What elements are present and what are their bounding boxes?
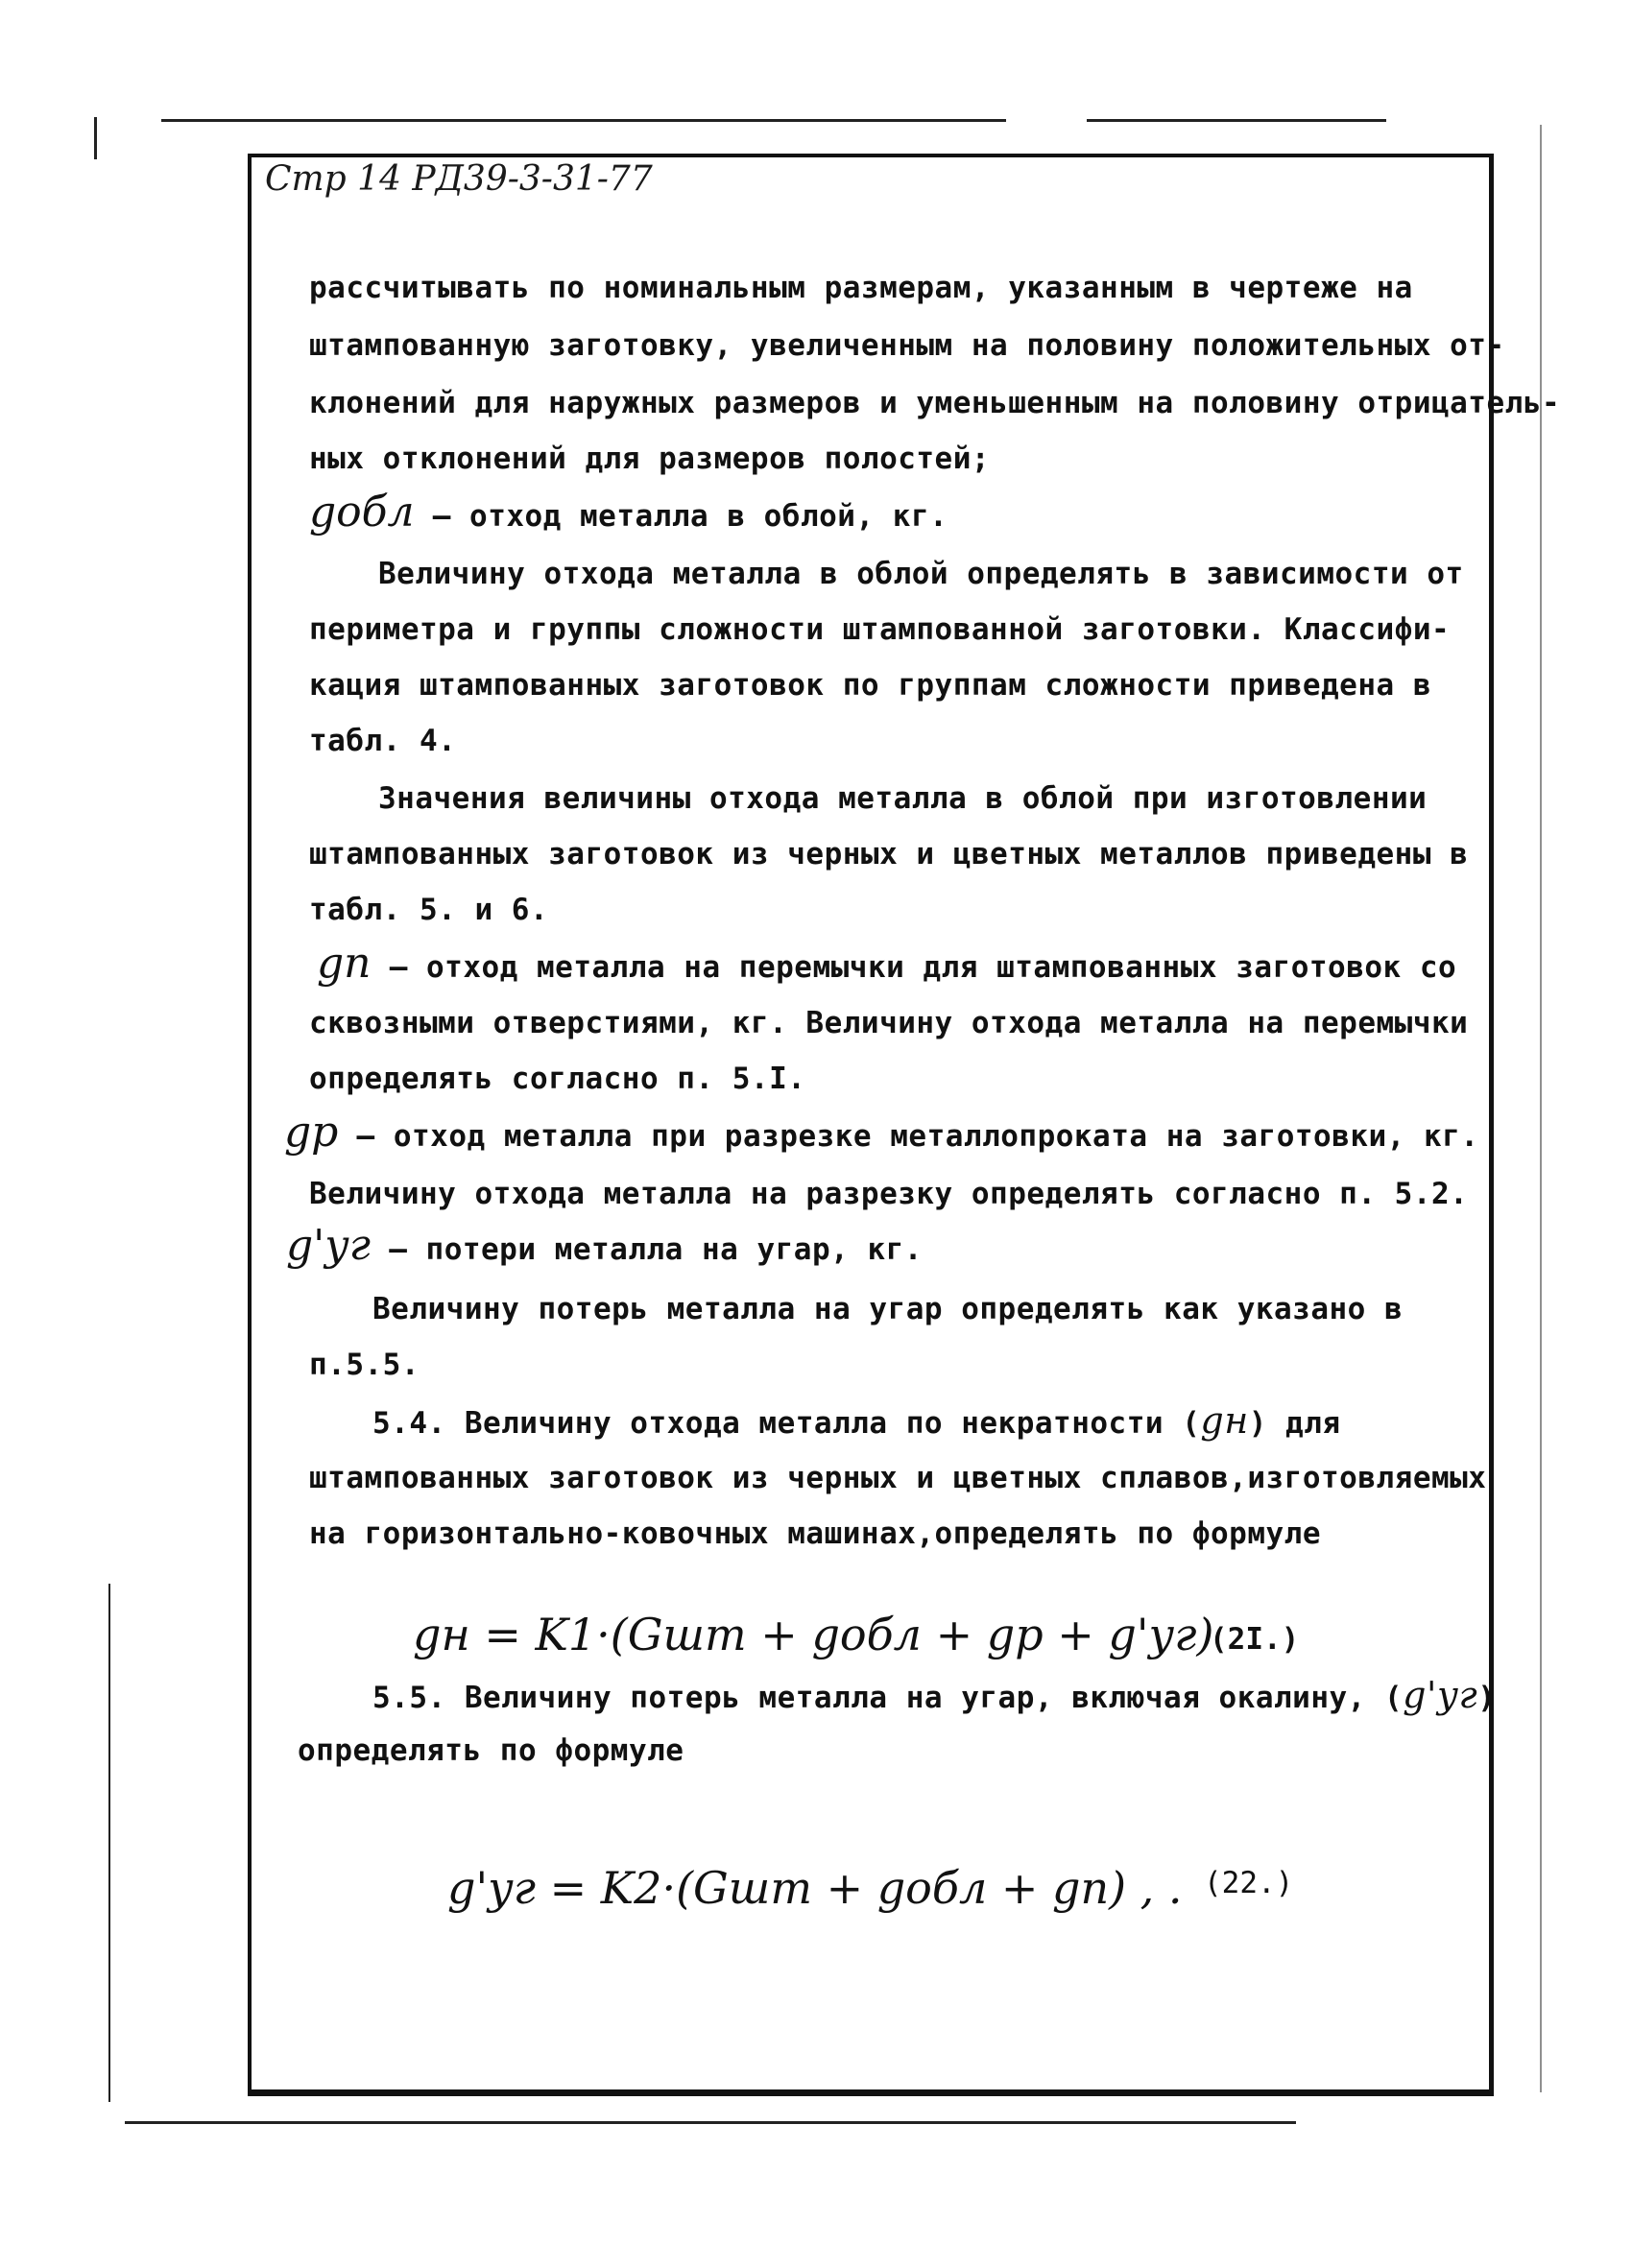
text-line-4: ных отклонений для размеров полостей; <box>309 442 991 476</box>
text-line-2: штампованную заготовку, увеличенным на половину положительных от- <box>309 328 1505 363</box>
section-5-4-after: ) для <box>1248 1406 1341 1441</box>
symbol-gn: gн <box>1200 1399 1249 1442</box>
text-line-15: Величину потерь металла на угар определять как указано в <box>372 1292 1404 1326</box>
section-5-5-after: ) <box>1477 1681 1497 1715</box>
def-gobl <box>309 488 948 537</box>
formula-21: gн = K1·(Gшт + gобл + gр + g'уг) <box>413 1609 1214 1660</box>
text-line-8: табл. 4. <box>309 724 457 758</box>
section-5-4-before: 5.4. Величину отхода металла по некратности ( <box>372 1406 1201 1441</box>
text-line-3: клонений для наружных размеров и уменьшенным на половину отрицатель- <box>309 386 1561 420</box>
symbol-gp: gп <box>317 939 372 988</box>
text-line-11: табл. 5. и 6. <box>309 893 549 927</box>
scan-top-line-left <box>161 119 1006 122</box>
text-line-18: на горизонтально-ковочных машинах,определять по формуле <box>309 1516 1321 1551</box>
def-gp <box>317 939 1457 988</box>
symbol-gr: gр <box>284 1108 339 1157</box>
def-gug-text: – потери металла на угар, кг. <box>389 1232 923 1267</box>
text-line-9: Значения величины отхода металла в облой при изготовлении <box>378 781 1428 816</box>
def-gobl-text: – отход металла в облой, кг. <box>432 499 948 534</box>
text-line-6: периметра и группы сложности штампованной заготовки. Классифи- <box>309 612 1451 647</box>
formula-22-number: (22.) <box>1204 1866 1294 1900</box>
scan-left-mark <box>94 117 97 159</box>
text-line-16: п.5.5. <box>309 1348 420 1382</box>
symbol-gug: g'уг <box>286 1221 372 1270</box>
text-line-5: Величину отхода металла в облой определять в зависимости от <box>378 557 1464 591</box>
text-line-7: кация штампованных заготовок по группам сложности приведена в <box>309 668 1431 703</box>
text-line-17: штампованных заготовок из черных и цветных сплавов,изготовляемых <box>309 1461 1487 1495</box>
scan-top-line-right <box>1087 119 1386 122</box>
def-gp-text: – отход металла на перемычки для штампованных заготовок со <box>389 950 1457 985</box>
section-5-4-heading <box>372 1401 1341 1443</box>
def-gr-text: – отход металла при разрезке металлопроката на заготовки, кг. <box>356 1119 1479 1154</box>
formula-21-number: (2I.) <box>1210 1622 1300 1657</box>
def-gug <box>286 1221 923 1270</box>
text-line-1: рассчитывать по номинальным размерам, указанным в чертеже на <box>309 271 1413 305</box>
text-line-12: сквозными отверстиями, кг. Величину отхода металла на перемычки <box>309 1006 1469 1040</box>
text-line-19: определять по формуле <box>298 1733 684 1768</box>
scan-left-edge <box>108 1584 110 2102</box>
section-5-5-heading <box>372 1676 1496 1717</box>
scan-bottom-line <box>125 2121 1296 2124</box>
text-line-13: определять согласно п. 5.I. <box>309 1062 806 1096</box>
symbol-gobl: gобл <box>309 488 415 537</box>
text-line-10: штампованных заготовок из черных и цветных металлов приведены в <box>309 837 1469 871</box>
def-gr <box>284 1108 1479 1157</box>
formula-22: g'уг = K2·(Gшт + gобл + gп) , . <box>447 1862 1183 1914</box>
section-5-5-before: 5.5. Величину потерь металла на угар, включая окалину, ( <box>372 1681 1404 1715</box>
page-header-ref: Стр 14 РД39-3-31-77 <box>265 159 653 199</box>
symbol-gug-inline: g'уг <box>1403 1674 1478 1716</box>
text-line-14: Величину отхода металла на разрезку определять согласно п. 5.2. <box>309 1177 1469 1211</box>
